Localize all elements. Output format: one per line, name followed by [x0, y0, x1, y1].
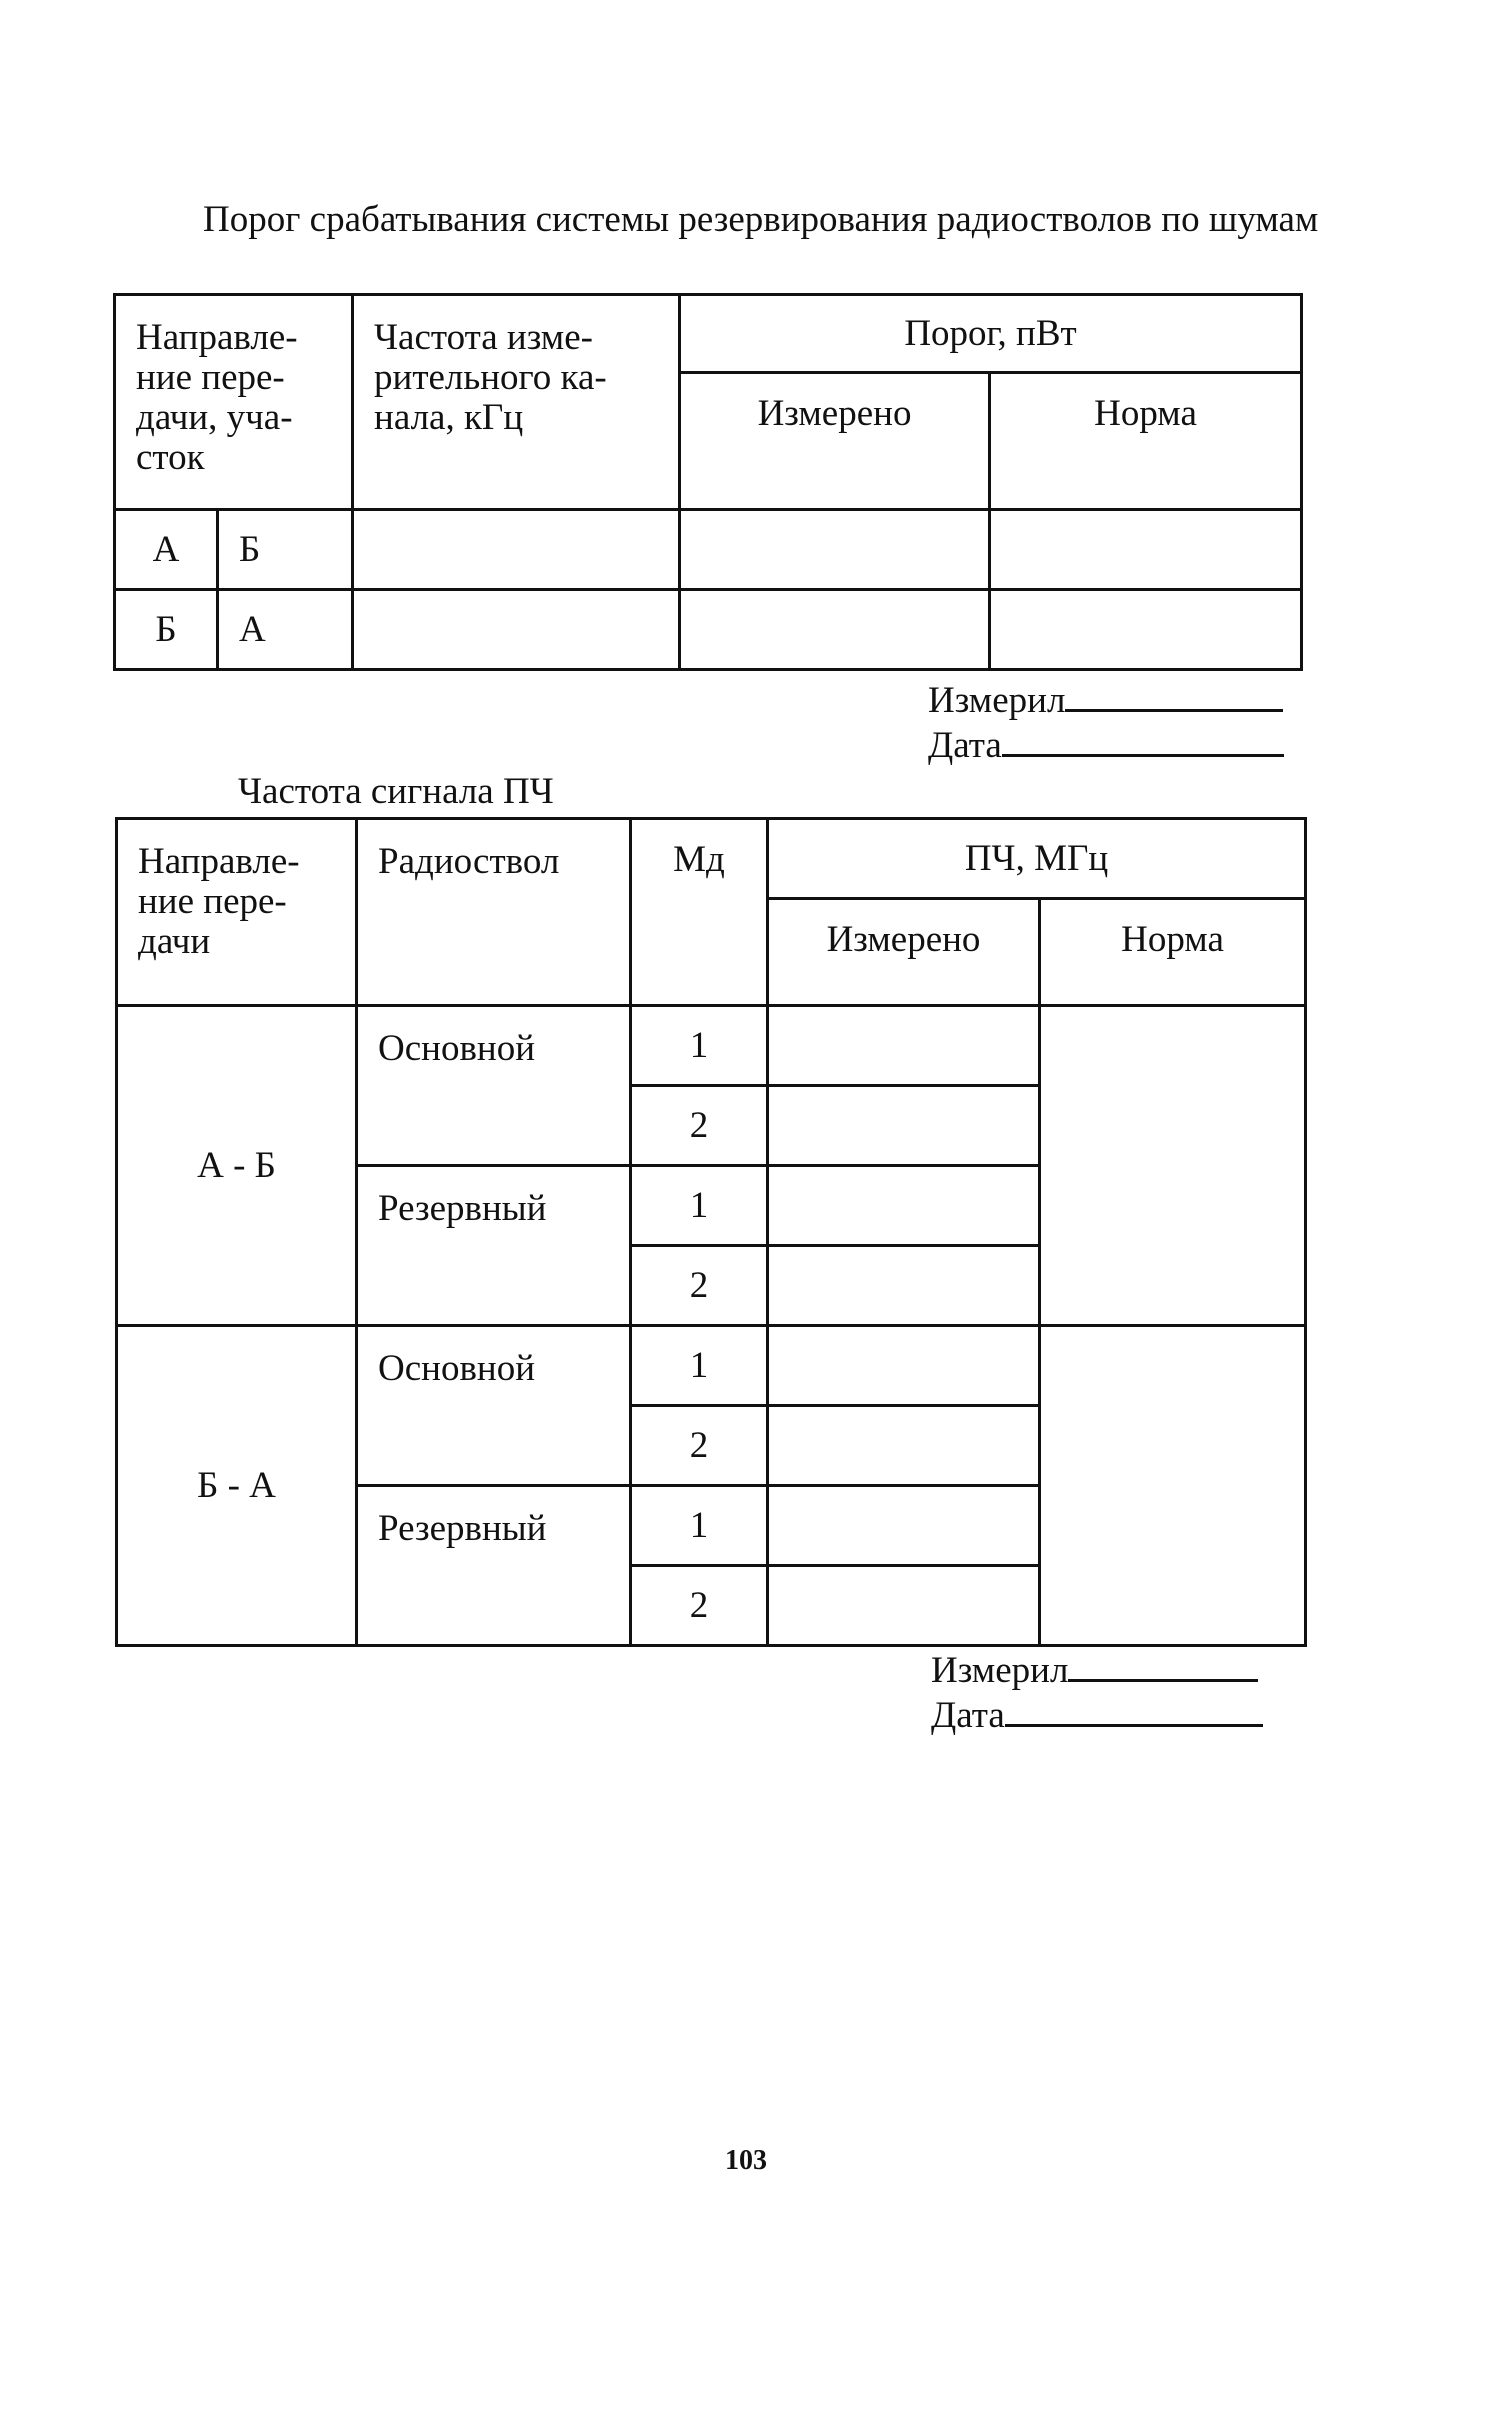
section2-title: Частота сигнала ПЧ	[238, 771, 554, 812]
header-md: Мд	[631, 819, 768, 1006]
header-measured-2: Измерено	[768, 899, 1040, 1006]
norm-cell	[1040, 1006, 1306, 1326]
signature-date-1	[928, 720, 1284, 768]
measured-cell	[768, 1326, 1040, 1406]
header-direction: Направле-ние пере-дачи, уча-сток	[115, 295, 353, 510]
row1-to: Б	[218, 510, 353, 590]
row1-norm-cell	[990, 510, 1302, 590]
row1-from: А	[115, 510, 218, 590]
group2-direction: Б - А	[117, 1326, 357, 1646]
row2-frequency-cell	[353, 590, 680, 670]
measured-by-line	[1065, 675, 1283, 712]
group1-direction: А - Б	[117, 1006, 357, 1326]
header-direction-2: Направле-ние пере-дачи	[117, 819, 357, 1006]
noise-threshold-table	[113, 293, 1303, 671]
measured-by-line	[1068, 1645, 1258, 1682]
date-label: Дата	[931, 1695, 1005, 1736]
md-cell: 1	[631, 1326, 768, 1406]
group1-trunk2: Резервный	[357, 1166, 631, 1326]
signature-date-2	[931, 1690, 1263, 1738]
header-measured: Измерено	[680, 373, 990, 510]
page-number: 103	[725, 2145, 767, 2176]
md-cell: 2	[631, 1246, 768, 1326]
header-norm-2: Норма	[1040, 899, 1306, 1006]
signature-measured-1	[928, 675, 1283, 723]
md-cell: 2	[631, 1086, 768, 1166]
md-cell: 1	[631, 1166, 768, 1246]
row2-from: Б	[115, 590, 218, 670]
measured-cell	[768, 1406, 1040, 1486]
date-line	[1005, 1690, 1263, 1727]
header-threshold: Порог, пВт	[680, 295, 1302, 373]
signature-measured-2	[931, 1645, 1258, 1693]
date-line	[1002, 720, 1284, 757]
header-norm: Норма	[990, 373, 1302, 510]
group1-trunk1: Основной	[357, 1006, 631, 1166]
md-cell: 1	[631, 1486, 768, 1566]
header-if: ПЧ, МГц	[768, 819, 1306, 899]
group2-trunk2: Резервный	[357, 1486, 631, 1646]
group2-trunk1: Основной	[357, 1326, 631, 1486]
date-label: Дата	[928, 725, 1002, 766]
header-frequency: Частота изме-рительного ка-нала, кГц	[353, 295, 680, 510]
row1-frequency-cell	[353, 510, 680, 590]
measured-cell	[768, 1006, 1040, 1086]
row2-norm-cell	[990, 590, 1302, 670]
measured-by-label: Измерил	[928, 680, 1066, 721]
row1-measured-cell	[680, 510, 990, 590]
measured-cell	[768, 1486, 1040, 1566]
measured-cell	[768, 1166, 1040, 1246]
header-trunk: Радиоствол	[357, 819, 631, 1006]
measured-cell	[768, 1086, 1040, 1166]
measured-cell	[768, 1566, 1040, 1646]
section1-title: Порог срабатывания системы резервирования радиостволов по шумам	[203, 199, 1319, 240]
row2-to: А	[218, 590, 353, 670]
md-cell: 2	[631, 1566, 768, 1646]
row2-measured-cell	[680, 590, 990, 670]
md-cell: 1	[631, 1006, 768, 1086]
measured-cell	[768, 1246, 1040, 1326]
norm-cell	[1040, 1326, 1306, 1646]
measured-by-label: Измерил	[931, 1650, 1069, 1691]
md-cell: 2	[631, 1406, 768, 1486]
if-frequency-table	[115, 817, 1307, 1647]
